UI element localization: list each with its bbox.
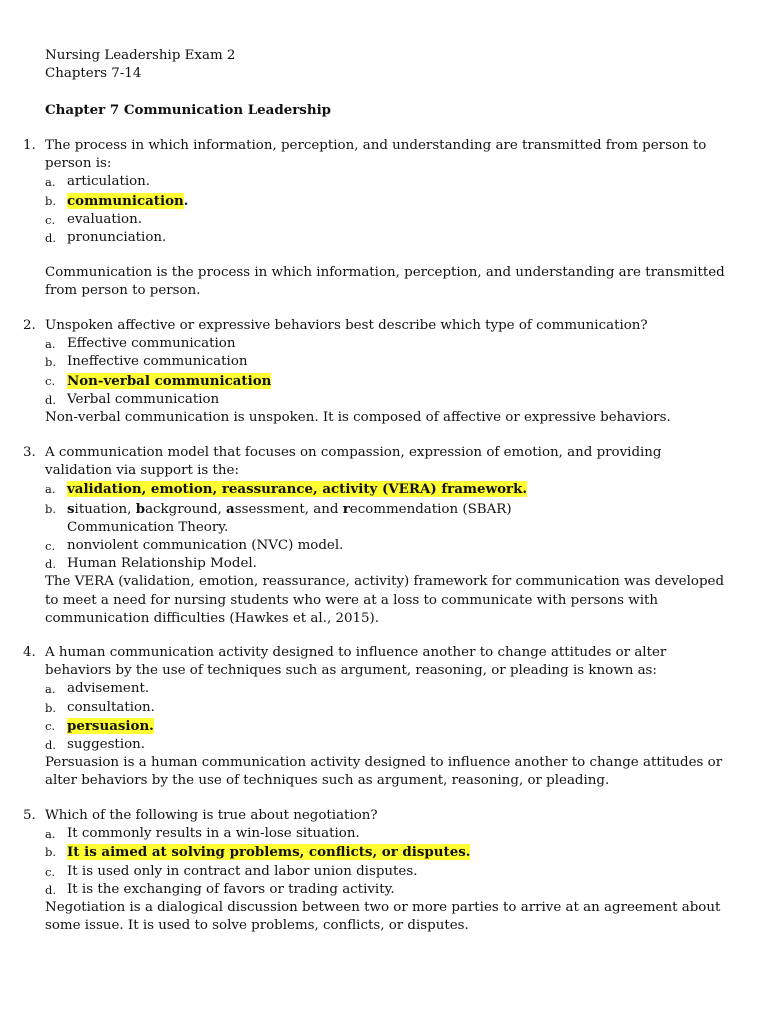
- answer-explanation: Negotiation is a dialogical discussion between two or more parties to arrive at an agreement about some issue. It is used to solve problems, conflicts, or disputes.: [45, 900, 721, 934]
- option-letter: a.: [45, 175, 56, 190]
- question-2: [0, 317, 768, 427]
- option-letter: c.: [45, 373, 56, 388]
- option-letter: d.: [45, 392, 57, 407]
- option-d: [0, 881, 768, 899]
- option-d: [0, 391, 768, 409]
- option-c: [0, 211, 768, 229]
- option-a: [0, 680, 768, 698]
- option-letter: a.: [45, 337, 56, 352]
- option-d: [0, 555, 768, 573]
- option-a: [0, 335, 768, 353]
- highlighted-answer: communication: [67, 192, 184, 209]
- option-a: [0, 173, 768, 191]
- answer-explanation: Communication is the process in which information, perception, and understanding are transmitted from person to person.: [45, 265, 725, 299]
- option-b-correct: [0, 843, 768, 862]
- question-number: 2.: [23, 318, 36, 333]
- option-b: [0, 353, 768, 371]
- option-text: Ineffective communication: [67, 354, 248, 370]
- answer-explanation: Persuasion is a human communication activity designed to influence another to change attitudes or alter behaviors by the use of techniques such as argument, reasoning, or pleading.: [45, 755, 723, 789]
- option-text: suggestion.: [67, 737, 146, 753]
- option-letter: b.: [45, 355, 57, 370]
- option-b-continuation: Communication Theory.: [67, 519, 229, 535]
- option-a: [0, 825, 768, 843]
- option-b-correct: [0, 192, 768, 211]
- question-text: A communication model that focuses on compassion, expression of emotion, and providing validation via support is the:: [45, 445, 662, 479]
- option-letter: a.: [45, 827, 56, 842]
- question-number: 3.: [23, 445, 36, 460]
- option-text: advisement.: [67, 681, 150, 697]
- option-letter: a.: [45, 682, 56, 697]
- chapters-range: Chapters 7-14: [45, 66, 142, 81]
- option-d: [0, 229, 768, 247]
- question-text: The process in which information, perception, and understanding are transmitted from person to person is:: [45, 138, 707, 172]
- option-letter: b.: [45, 193, 57, 208]
- option-text: evaluation.: [67, 211, 142, 227]
- option-letter: d.: [45, 882, 57, 897]
- option-text: pronunciation.: [67, 230, 167, 246]
- exam-title: Nursing Leadership Exam 2: [45, 48, 236, 63]
- option-text: Verbal communication: [67, 391, 220, 407]
- option-letter: d.: [45, 738, 57, 753]
- question-text: A human communication activity designed to influence another to change attitudes or alter behaviors by the use of techniques such as argument, reasoning, or pleading is known as:: [45, 645, 667, 679]
- option-text: nonviolent communication (NVC) model.: [67, 538, 344, 554]
- option-text: Human Relationship Model.: [67, 556, 257, 572]
- question-number: 4.: [23, 645, 36, 660]
- highlighted-answer: It is aimed at solving problems, conflicts, or disputes.: [67, 844, 471, 861]
- option-c: [0, 863, 768, 881]
- question-1: [0, 137, 768, 301]
- answer-explanation: Non-verbal communication is unspoken. It is composed of affective or expressive behaviors.: [45, 410, 671, 426]
- option-text: It is the exchanging of favors or trading activity.: [67, 881, 395, 897]
- option-letter: c.: [45, 212, 56, 227]
- question-text: Unspoken affective or expressive behaviors best describe which type of communication?: [45, 318, 648, 333]
- option-letter: c.: [45, 539, 56, 554]
- option-text: articulation.: [67, 174, 151, 190]
- option-letter: b.: [45, 700, 57, 715]
- option-letter: c.: [45, 864, 56, 879]
- option-letter: c.: [45, 718, 56, 733]
- option-d: [0, 736, 768, 754]
- option-letter: d.: [45, 557, 57, 572]
- question-4: [0, 644, 768, 791]
- answer-explanation: The VERA (validation, emotion, reassurance, activity) framework for communication was developed to meet a need for nursing students who were at a loss to communicate with persons with communication difficulties (Hawkes et al., 2015).: [45, 574, 725, 626]
- option-text: consultation.: [67, 699, 155, 715]
- question-5: [0, 807, 768, 935]
- option-text: It is used only in contract and labor union disputes.: [67, 863, 418, 879]
- question-number: 5.: [23, 808, 36, 823]
- highlighted-answer: persuasion.: [67, 717, 154, 734]
- option-c-correct: [0, 372, 768, 391]
- highlighted-answer: Non-verbal communication: [67, 372, 272, 389]
- option-c-correct: [0, 717, 768, 736]
- option-c: [0, 537, 768, 555]
- highlighted-answer: validation, emotion, reassurance, activity (VERA) framework.: [67, 481, 528, 498]
- question-number: 1.: [23, 138, 36, 153]
- option-letter: a.: [45, 482, 56, 497]
- option-a-correct: [0, 480, 768, 499]
- question-3: [0, 444, 768, 628]
- chapter-heading: Chapter 7 Communication Leadership: [45, 102, 332, 118]
- option-letter: d.: [45, 231, 57, 246]
- option-b: b. situation, background, assessment, and recommendation (SBAR): [45, 500, 512, 517]
- option-b: [0, 699, 768, 717]
- option-text: It commonly results in a win-lose situation.: [67, 826, 360, 842]
- question-text: Which of the following is true about negotiation?: [45, 808, 378, 823]
- option-suffix: .: [183, 192, 189, 209]
- option-text: Effective communication: [67, 336, 236, 352]
- option-letter: b.: [45, 845, 57, 860]
- option-letter: b.: [45, 501, 57, 516]
- document-header: [45, 47, 235, 83]
